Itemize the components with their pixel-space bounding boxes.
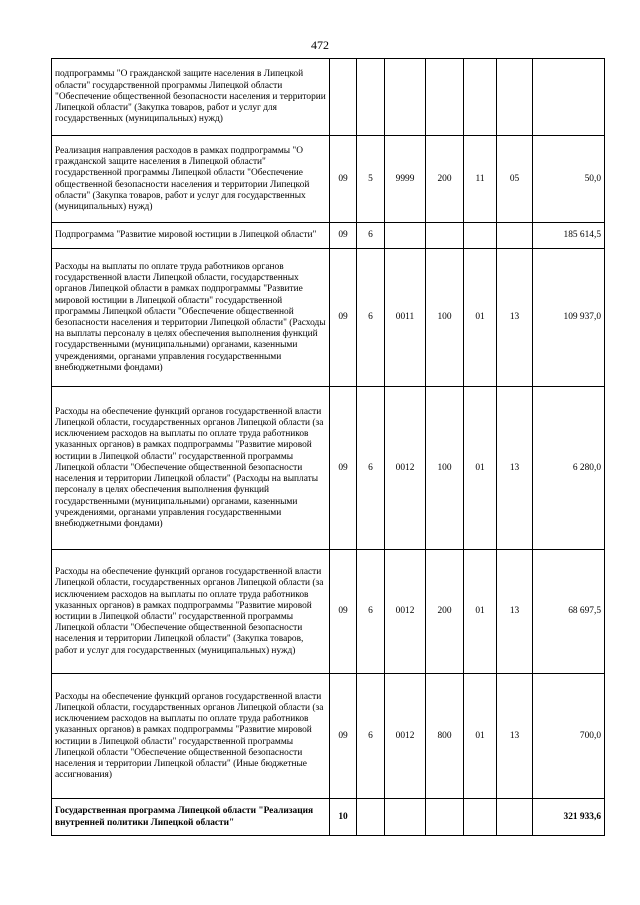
- row-description: Расходы на выплаты по оплате труда работников органов государственной власти Липецкой области, государственных органов Липецкой области в рамках подпрограммы "Развитие мировой юстиции в Липецкой области" государственной программы Липецкой области "Обеспечение общественной безопасности населения и территории Липецкой области" (Расходы на выплаты персоналу в целях обеспечения выполнения функций государственными (муниципальными) органами, казенными учреждениями, органами управления государственными внебюджетными фондами): [52, 249, 330, 387]
- code-cell: 6: [357, 550, 385, 674]
- code-cell: 01: [464, 550, 497, 674]
- code-cell: [385, 799, 426, 836]
- row-description: Расходы на обеспечение функций органов государственной власти Липецкой области, государственных органов Липецкой области (за исключением расходов на выплаты по оплате труда работников указанных органов) в рамках подпрограммы "Развитие мировой юстиции в Липецкой области" государственной программы Липецкой области "Обеспечение общественной безопасности населения и территории Липецкой области" (Расходы на выплаты персоналу в целях обеспечения выполнения функций государственными (муниципальными) органами, казенными учреждениями, органами управления государственными внебюджетными фондами): [52, 387, 330, 550]
- code-cell: 11: [464, 136, 497, 223]
- amount-cell: [533, 59, 605, 136]
- table-row: [52, 674, 605, 799]
- row-description: Реализация направления расходов в рамках подпрограммы "О гражданской защите населения в Липецкой области" государственной программы Липецкой области "Обеспечение общественной безопасности населения и территории Липецкой области" (Закупка товаров, работ и услуг для государственных (муниципальных) нужд): [52, 136, 330, 223]
- amount-cell: 321 933,6: [533, 799, 605, 836]
- code-cell: 09: [330, 249, 357, 387]
- code-cell: 0012: [385, 387, 426, 550]
- code-cell: [464, 799, 497, 836]
- code-cell: [464, 223, 497, 249]
- budget-table: [51, 58, 605, 836]
- row-description: Государственная программа Липецкой области "Реализация внутренней политики Липецкой области": [52, 799, 330, 836]
- code-cell: 100: [426, 387, 464, 550]
- table-row: [52, 249, 605, 387]
- code-cell: [385, 59, 426, 136]
- code-cell: [426, 223, 464, 249]
- code-cell: 10: [330, 799, 357, 836]
- amount-cell: 700,0: [533, 674, 605, 799]
- code-cell: 200: [426, 136, 464, 223]
- code-cell: 01: [464, 249, 497, 387]
- code-cell: [497, 799, 533, 836]
- row-description: Расходы на обеспечение функций органов государственной власти Липецкой области, государственных органов Липецкой области (за исключением расходов на выплаты по оплате труда работников указанных органов) в рамках подпрограммы "Развитие мировой юстиции в Липецкой области" государственной программы Липецкой области "Обеспечение общественной безопасности населения и территории Липецкой области" (Иные бюджетные ассигнования): [52, 674, 330, 799]
- code-cell: [497, 59, 533, 136]
- code-cell: 100: [426, 249, 464, 387]
- row-description: Подпрограмма "Развитие мировой юстиции в Липецкой области": [52, 223, 330, 249]
- code-cell: 9999: [385, 136, 426, 223]
- table-row: [52, 59, 605, 136]
- code-cell: 200: [426, 550, 464, 674]
- code-cell: 05: [497, 136, 533, 223]
- table-row: [52, 223, 605, 249]
- code-cell: [426, 59, 464, 136]
- code-cell: [464, 59, 497, 136]
- code-cell: 0011: [385, 249, 426, 387]
- code-cell: 0012: [385, 674, 426, 799]
- code-cell: 09: [330, 550, 357, 674]
- code-cell: 13: [497, 550, 533, 674]
- row-description: подпрограммы "О гражданской защите населения в Липецкой области" государственной программы Липецкой области "Обеспечение общественной безопасности населения и территории Липецкой области" (Закупка товаров, работ и услуг для государственных (муниципальных) нужд): [52, 59, 330, 136]
- code-cell: 09: [330, 136, 357, 223]
- code-cell: 09: [330, 387, 357, 550]
- amount-cell: 50,0: [533, 136, 605, 223]
- amount-cell: 6 280,0: [533, 387, 605, 550]
- row-description: Расходы на обеспечение функций органов государственной власти Липецкой области, государственных органов Липецкой области (за исключением расходов на выплаты по оплате труда работников указанных органов) в рамках подпрограммы "Развитие мировой юстиции в Липецкой области" государственной программы Липецкой области "Обеспечение общественной безопасности населения и территории Липецкой области" (Закупка товаров, работ и услуг для государственных (муниципальных) нужд): [52, 550, 330, 674]
- table-row: [52, 550, 605, 674]
- code-cell: 6: [357, 223, 385, 249]
- code-cell: 09: [330, 223, 357, 249]
- code-cell: [426, 799, 464, 836]
- code-cell: [497, 223, 533, 249]
- code-cell: 5: [357, 136, 385, 223]
- code-cell: 01: [464, 674, 497, 799]
- code-cell: 6: [357, 249, 385, 387]
- code-cell: 6: [357, 674, 385, 799]
- table-row: [52, 799, 605, 836]
- code-cell: 6: [357, 387, 385, 550]
- code-cell: 13: [497, 674, 533, 799]
- code-cell: [330, 59, 357, 136]
- page-number: 472: [311, 38, 329, 52]
- code-cell: 13: [497, 249, 533, 387]
- code-cell: 13: [497, 387, 533, 550]
- code-cell: 01: [464, 387, 497, 550]
- code-cell: 800: [426, 674, 464, 799]
- code-cell: [357, 59, 385, 136]
- amount-cell: 68 697,5: [533, 550, 605, 674]
- code-cell: [357, 799, 385, 836]
- code-cell: 09: [330, 674, 357, 799]
- code-cell: 0012: [385, 550, 426, 674]
- table-row: [52, 136, 605, 223]
- table-row: [52, 387, 605, 550]
- amount-cell: 109 937,0: [533, 249, 605, 387]
- amount-cell: 185 614,5: [533, 223, 605, 249]
- code-cell: [385, 223, 426, 249]
